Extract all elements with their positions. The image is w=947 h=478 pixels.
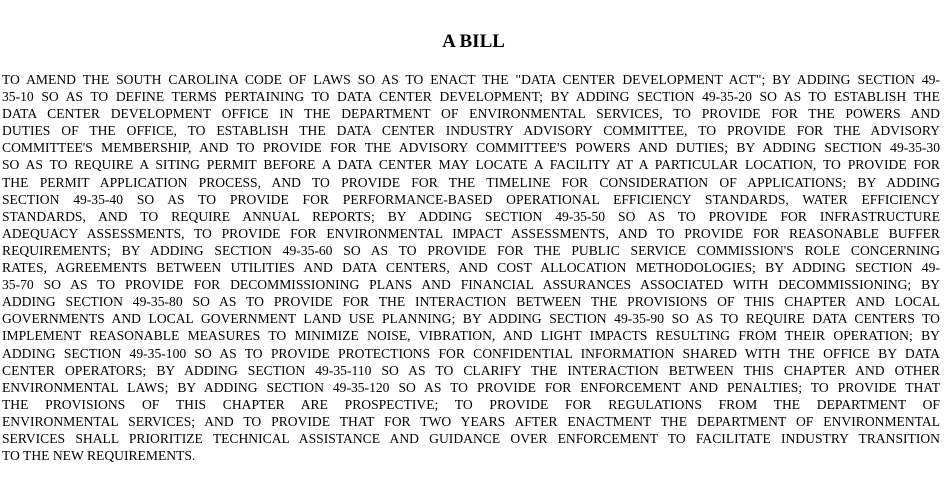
summary-line: COMMITTEE'S MEMBERSHIP, AND TO PROVIDE FOR THE ADVISORY COMMITTEE'S POWERS AND DUTIES; BY ADDING SECTION 49-35-30 (2, 140, 940, 156)
summary-line: REQUIREMENTS; BY ADDING SECTION 49-35-60 SO AS TO PROVIDE FOR THE PUBLIC SERVICE COMMISSION'S ROLE CONCERNING (2, 242, 940, 258)
summary-line: 35-10 SO AS TO DEFINE TERMS PERTAINING TO DATA CENTER DEVELOPMENT; BY ADDING SECTION 49-35-20 SO AS TO ESTABLISH THE (2, 89, 940, 105)
summary-line: STANDARDS, AND TO REQUIRE ANNUAL REPORTS; BY ADDING SECTION 49-35-50 SO AS TO PROVIDE FOR INFRASTRUCTURE (2, 208, 940, 224)
summary-line: IMPLEMENT REASONABLE MEASURES TO MINIMIZE NOISE, VIBRATION, AND LIGHT IMPACTS RESULTING FROM THEIR OPERATION; BY (2, 328, 940, 344)
summary-line: SERVICES SHALL PRIORITIZE TECHNICAL ASSISTANCE AND GUIDANCE OVER ENFORCEMENT TO FACILITATE INDUSTRY TRANSITION (2, 430, 940, 446)
summary-line: DATA CENTER DEVELOPMENT OFFICE IN THE DEPARTMENT OF ENVIRONMENTAL SERVICES, TO PROVIDE FOR THE POWERS AND (2, 106, 940, 122)
summary-line: 35-70 SO AS TO PROVIDE FOR DECOMMISSIONING PLANS AND FINANCIAL ASSURANCES ASSOCIATED WITH DECOMMISSIONING; BY (2, 277, 940, 293)
summary-line: SO AS TO REQUIRE A SITING PERMIT BEFORE A DATA CENTER MAY LOCATE A FACILITY AT A PARTICULAR LOCATION, TO PROVIDE FOR (2, 157, 940, 173)
summary-line: ADEQUACY ASSESSMENTS, TO PROVIDE FOR ENVIRONMENTAL IMPACT ASSESSMENTS, AND TO PROVIDE FOR REASONABLE BUFFER (2, 225, 940, 241)
summary-line: TO AMEND THE SOUTH CAROLINA CODE OF LAWS SO AS TO ENACT THE "DATA CENTER DEVELOPMENT ACT"; BY ADDING SECTION 49- (2, 72, 940, 87)
summary-line: CENTER OPERATORS; BY ADDING SECTION 49-35-110 SO AS TO CLARIFY THE INTERACTION BETWEEN THIS CHAPTER AND OTHER (2, 362, 940, 378)
bill-summary (2, 71, 940, 464)
summary-line: SECTION 49-35-40 SO AS TO PROVIDE FOR PERFORMANCE-BASED OPERATIONAL EFFICIENCY STANDARDS, WATER EFFICIENCY (2, 191, 940, 207)
bill-title: A BILL (442, 31, 505, 52)
summary-line: ENVIRONMENTAL SERVICES; AND TO PROVIDE THAT FOR TWO YEARS AFTER ENACTMENT THE DEPARTMENT OF ENVIRONMENTAL (2, 413, 940, 429)
summary-line: THE PERMIT APPLICATION PROCESS, AND TO PROVIDE FOR THE TIMELINE FOR CONSIDERATION OF APPLICATIONS; BY ADDING (2, 174, 940, 190)
summary-line: ADDING SECTION 49-35-80 SO AS TO PROVIDE FOR THE INTERACTION BETWEEN THE PROVISIONS OF THIS CHAPTER AND LOCAL (2, 294, 940, 310)
summary-line: RATES, AGREEMENTS BETWEEN UTILITIES AND DATA CENTERS, AND COST ALLOCATION METHODOLOGIES; BY ADDING SECTION 49- (2, 260, 940, 276)
summary-line: GOVERNMENTS AND LOCAL GOVERNMENT LAND USE PLANNING; BY ADDING SECTION 49-35-90 SO AS TO REQUIRE DATA CENTERS TO (2, 311, 940, 327)
summary-line: TO THE NEW REQUIREMENTS. (2, 448, 196, 464)
summary-line: ENVIRONMENTAL LAWS; BY ADDING SECTION 49-35-120 SO AS TO PROVIDE FOR ENFORCEMENT AND PENALTIES; TO PROVIDE THAT (2, 379, 940, 395)
summary-line: ADDING SECTION 49-35-100 SO AS TO PROVIDE PROTECTIONS FOR CONFIDENTIAL INFORMATION SHARED WITH THE OFFICE BY DATA (2, 345, 940, 361)
summary-line: THE PROVISIONS OF THIS CHAPTER ARE PROSPECTIVE; TO PROVIDE FOR REGULATIONS FROM THE DEPARTMENT OF (2, 396, 940, 412)
summary-line: DUTIES OF THE OFFICE, TO ESTABLISH THE DATA CENTER INDUSTRY ADVISORY COMMITTEE, TO PROVIDE FOR THE ADVISORY (2, 123, 940, 139)
